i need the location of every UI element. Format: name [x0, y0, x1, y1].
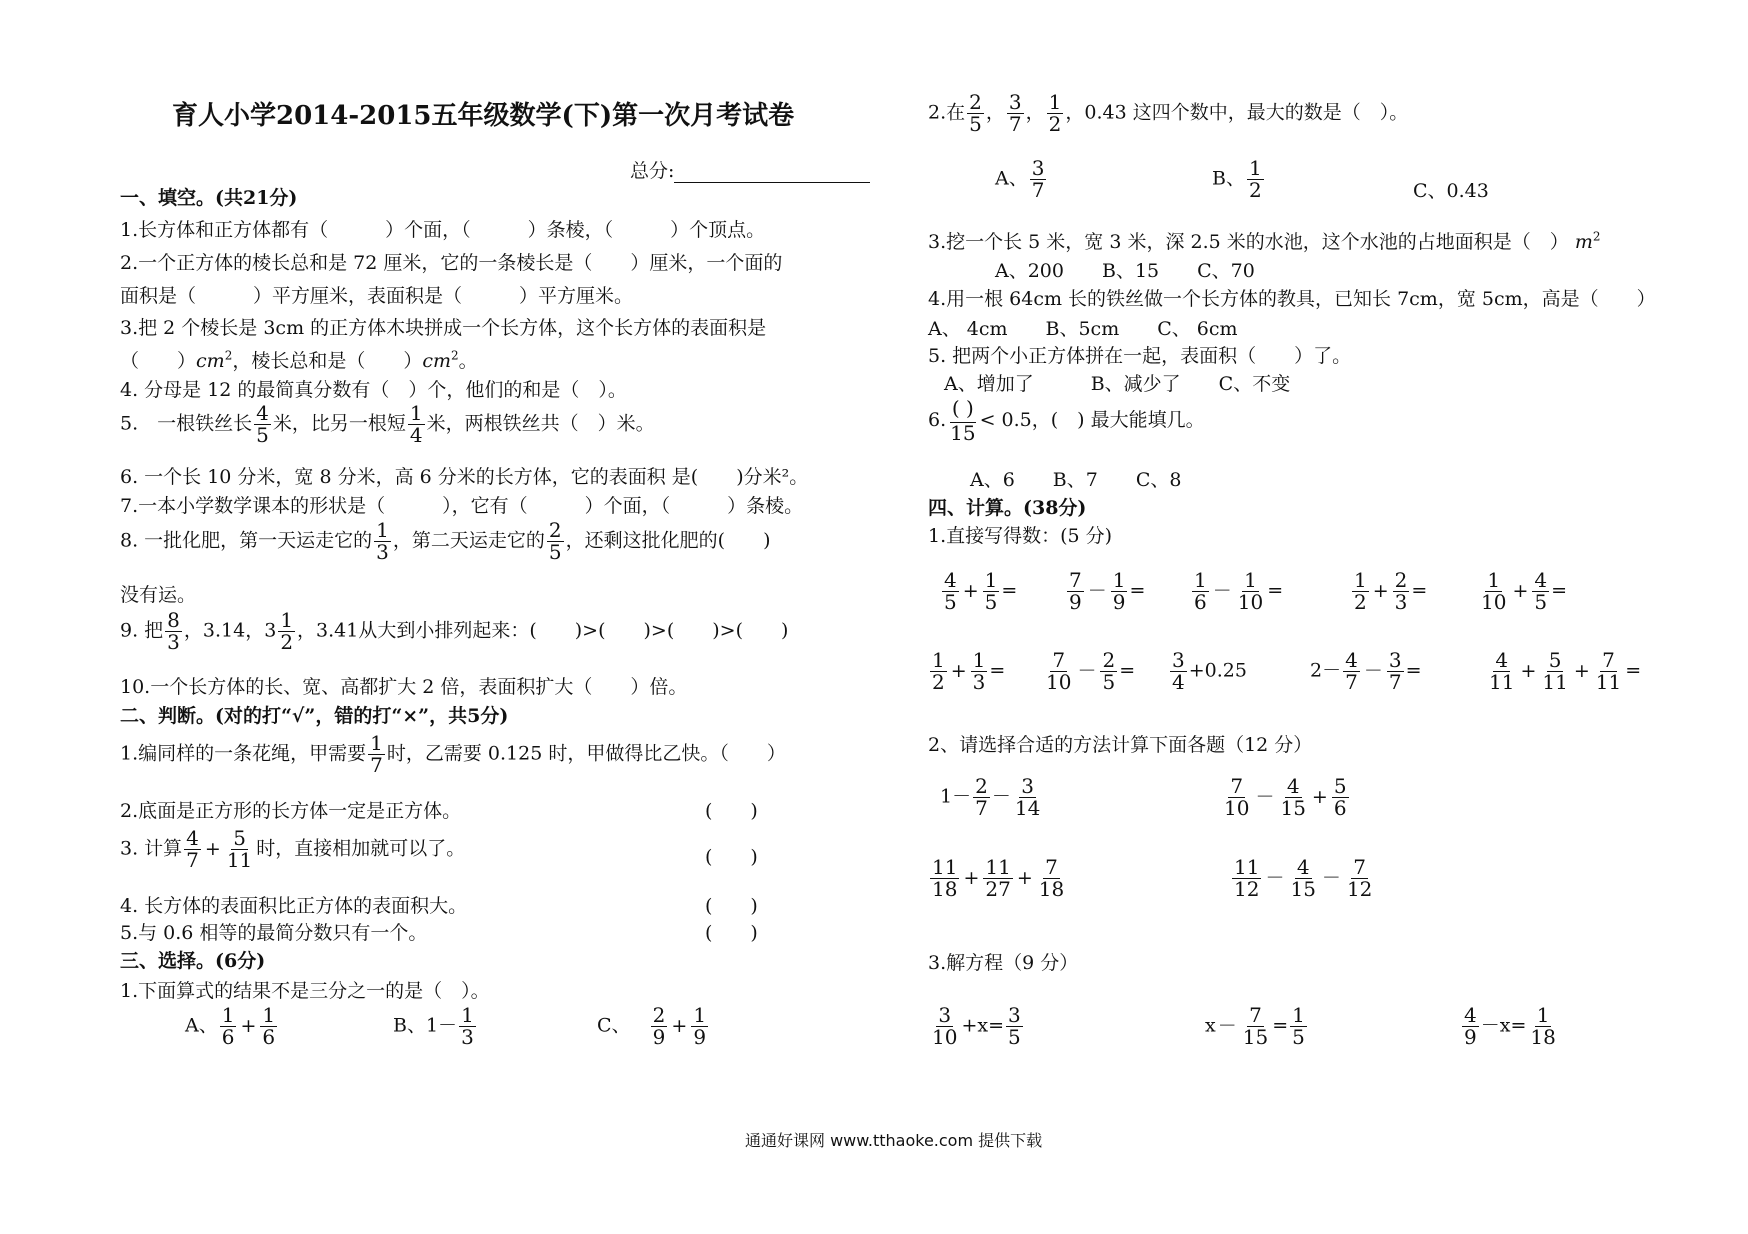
s2-q2: 2.底面是正方形的长方体一定是正方体。 [120, 800, 462, 822]
fraction: $\frac{5}{11}$ [1542, 648, 1568, 694]
fraction: $\frac{2}{7}$ [975, 774, 988, 820]
fraction: $\frac{2}{9}$ [652, 1003, 666, 1049]
s1-q8-part3: ，还剩这批化肥的( ) [565, 529, 771, 552]
plus-sign: + [1512, 579, 1529, 602]
plus-sign: + [1016, 866, 1033, 889]
s2-q1-part1: 1.编同样的一条花绳，甲需要 [120, 742, 367, 765]
minus-sign: － [1217, 1014, 1237, 1037]
s3-q3-unit: m [1574, 231, 1593, 253]
equals-sign: = [1405, 659, 1422, 682]
minus-sign: － [991, 785, 1011, 808]
calc-2-2 [1042, 650, 1135, 693]
s1-q3b: （ ）$cm^2$，棱长总和是（ ）$cm^2$。 [120, 348, 478, 372]
s1-q3b-part3: 。 [458, 350, 478, 372]
s3-q2-option-c: C、0.43 [1413, 180, 1489, 202]
equals-sign: = [1551, 579, 1568, 602]
expr-1 [940, 776, 1044, 819]
s3-q2: 2.在 $\frac{2}{5}$ ， $\frac{3}{7}$ ， $\frac{1}{2}$ ，0.43 这四个数中，最大的数是（ ）。 [928, 90, 1409, 136]
s1-q8 [120, 520, 770, 563]
fraction: $\frac{2}{3}$ [1394, 568, 1408, 614]
s2-q1 [120, 733, 786, 776]
fraction: $\frac{1}{6}$ [1194, 568, 1207, 614]
fraction: $\frac{1}{18}$ [1530, 1003, 1556, 1049]
plus-sign: + [1573, 659, 1590, 682]
fraction: $\frac{5}{11}$ [226, 826, 253, 872]
equation-1 [928, 1005, 1025, 1048]
plus-sign: + [204, 837, 221, 860]
equals-sign: = [1411, 579, 1428, 602]
s3-q1-option-a [185, 1005, 279, 1048]
calc-2-5 [1485, 650, 1641, 693]
fraction: $\frac{1}{6}$ [221, 1003, 235, 1049]
option-label: C、 [597, 1014, 631, 1037]
s1-q3a: 3.把 2 个棱长是 3cm 的正方体木块拼成一个长方体，这个长方体的表面积是 [120, 317, 767, 339]
calc-1-4 [1350, 570, 1427, 613]
s3-q2-option-a [995, 158, 1048, 201]
s3-q6 [928, 398, 1205, 444]
s2-q1-part2: 时，乙需要 0.125 时，甲做得比乙快。（ ） [386, 742, 786, 765]
s4-part3-heading: 3.解方程（9 分） [928, 952, 1079, 974]
equation-3 [1460, 1005, 1560, 1048]
s1-q1: 1.长方体和正方体都有（ ）个面，（ ）条棱，（ ）个顶点。 [120, 219, 766, 241]
calc-1-1 [940, 570, 1017, 613]
s3-q3-options: A、200 B、15 C、70 [995, 260, 1255, 282]
calc-1-2 [1065, 570, 1145, 613]
option-label: A、 [995, 167, 1028, 190]
s2-q3-part2: 时，直接相加就可以了。 [256, 837, 466, 860]
s1-q2a: 2.一个正方体的棱长总和是 72 厘米，它的一条棱长是（ ）厘米，一个面的 [120, 252, 783, 274]
fraction: $\frac{5}{6}$ [1333, 774, 1347, 820]
s1-q8-part2: ，第二天运走它的 [392, 529, 545, 552]
fraction: $\frac{4}{7}$ [1345, 648, 1358, 694]
minus-sign: － [1363, 659, 1383, 682]
s3-q5-options: A、增加了 B、减少了 C、不变 [944, 373, 1291, 395]
fraction: $\frac{1}{2}$ [1354, 568, 1367, 614]
equals-sign: = [1001, 579, 1018, 602]
s2-q3 [120, 828, 465, 871]
equation-3-op: －x= [1480, 1014, 1527, 1037]
s4-part2-heading: 2、请选择合适的方法计算下面各题（12 分） [928, 734, 1313, 756]
plus-sign: + [240, 1014, 257, 1037]
s3-q2-option-b [1212, 158, 1266, 201]
plus-sign: + [1311, 785, 1328, 808]
fraction: $\frac{8}{3}$ [167, 608, 180, 654]
fraction: $\frac{3}{5}$ [1008, 1003, 1021, 1049]
s1-q8-part1: 8. 一批化肥，第一天运走它的 [120, 529, 373, 552]
calc-2-1 [928, 650, 1005, 693]
fraction: $\frac{7}{12}$ [1346, 855, 1373, 901]
expr-2 [1220, 776, 1351, 819]
calc-2-3 [1168, 650, 1247, 693]
plus-sign: + [962, 579, 979, 602]
calc-1-3 [1190, 570, 1283, 613]
fraction: $\frac{4}{5}$ [256, 401, 269, 447]
s1-q7: 7.一本小学数学课本的形状是（ ），它有（ ）个面，（ ）条棱。 [120, 495, 804, 517]
total-score-label: 总分: [630, 160, 675, 182]
expr-3 [928, 857, 1068, 900]
fraction: $\frac{3}{14}$ [1014, 774, 1041, 820]
fraction: $\frac{3}{7}$ [1008, 90, 1022, 136]
fraction: $\frac{4}{7}$ [186, 826, 199, 872]
section-3-heading: 三、选择。(6分) [120, 950, 266, 972]
s1-q3b-part1: （ ） [120, 350, 197, 372]
calc-1-5 [1477, 570, 1567, 613]
equation-1-op: +x= [961, 1014, 1005, 1037]
fraction: $\frac{2}{5}$ [1102, 648, 1116, 694]
fraction: $\frac{7}{11}$ [1595, 648, 1622, 694]
fraction: $\frac{1}{4}$ [409, 401, 423, 447]
fraction: $\frac{1}{3}$ [376, 518, 389, 564]
fraction: $\frac{1}{2}$ [1248, 156, 1262, 202]
s3-q6-part2: < 0.5，( ) 最大能填几。 [979, 409, 1205, 431]
s1-q6: 6. 一个长 10 分米，宽 8 分米，高 6 分米的长方体，它的表面积 是( )分米²。 [120, 466, 809, 488]
section-4-heading: 四、计算。(38分) [928, 497, 1087, 519]
s2-q4-answer: ( ) [705, 895, 758, 917]
fraction: $\frac{1}{9}$ [693, 1003, 707, 1049]
s1-q8b: 没有运。 [120, 584, 197, 606]
s3-q6-options: A、6 B、7 C、8 [970, 469, 1182, 491]
calc-2-3-term: +0.25 [1188, 659, 1247, 682]
total-score-blank [674, 164, 870, 183]
option-label: B、 [1212, 167, 1245, 190]
s1-q3b-part2: ，棱长总和是（ ） [232, 350, 423, 372]
plus-sign: + [671, 1014, 688, 1037]
equals-sign: = [1625, 659, 1642, 682]
equation-2-x: x [1205, 1014, 1216, 1037]
page-title: 育人小学2014-2015五年级数学(下)第一次月考试卷 [172, 101, 795, 131]
option-label: B、1－ [393, 1014, 458, 1037]
s1-q9-part3: ，3.41从大到小排列起来：( )>( )>( )>( ) [297, 619, 789, 642]
fraction: $\frac{1}{10}$ [1237, 568, 1264, 614]
fraction: $\frac{4}{5}$ [944, 568, 957, 614]
fraction: $\frac{11}{27}$ [985, 855, 1011, 901]
fraction: $\frac{3}{7}$ [1031, 156, 1045, 202]
fraction: $\frac{1}{3}$ [972, 648, 986, 694]
fraction: $\frac{2}{5}$ [548, 518, 562, 564]
fraction: $\frac{1}{2}$ [1048, 90, 1062, 136]
s3-q4: 4.用一根 64cm 长的铁丝做一个长方体的教具，已知长 7cm，宽 5cm，高是（ ） [928, 288, 1656, 310]
s3-q3: 3.挖一个长 5 米，宽 3 米，深 2.5 米的水池，这个水池的占地面积是（ ） $m^2$ [928, 229, 1601, 253]
s1-q3b-unit2: cm [422, 350, 452, 372]
section-1-heading: 一、填空。(共21分) [120, 187, 298, 209]
fraction: $\frac{4}{5}$ [1534, 568, 1548, 614]
fraction: $\frac{1}{5}$ [984, 568, 998, 614]
s1-q5-part2: 米，比另一根短 [272, 412, 406, 435]
fraction: $\frac{1}{10}$ [1481, 568, 1507, 614]
expr-1-lead: 1－ [940, 785, 972, 808]
fraction: $\frac{11}{18}$ [932, 855, 958, 901]
s1-q4: 4. 分母是 12 的最简真分数有（ ）个，他们的和是（ ）。 [120, 379, 627, 401]
fraction: $\frac{1}{9}$ [1112, 568, 1126, 614]
fraction: $\frac{1}{2}$ [932, 648, 945, 694]
s3-q5: 5. 把两个小正方体拼在一起，表面积（ ）了。 [928, 345, 1352, 367]
fraction: $\frac{1}{2}$ [280, 608, 294, 654]
fraction: $\frac{3}{7}$ [1388, 648, 1402, 694]
s1-q2b: 面积是（ ）平方厘米，表面积是（ ）平方厘米。 [120, 285, 634, 307]
fraction: $\frac{7}{10}$ [1046, 648, 1072, 694]
minus-sign: － [1265, 866, 1285, 889]
equals-sign: = [989, 659, 1006, 682]
fraction: $\frac{( )}{15}$ [950, 396, 976, 445]
s3-q4-options: A、 4cm B、5cm C、 6cm [928, 318, 1238, 340]
fraction: $\frac{4}{9}$ [1464, 1003, 1477, 1049]
s1-q5-part3: 米，两根铁丝共（ ）米。 [426, 412, 655, 435]
footer-credit: 通通好课网 www.tthaoke.com 提供下载 [745, 1131, 1043, 1150]
fraction: $\frac{1}{6}$ [262, 1003, 276, 1049]
calc-2-4 [1310, 650, 1422, 693]
total-score [630, 156, 870, 183]
minus-sign: － [1077, 659, 1097, 682]
fraction: $\frac{3}{4}$ [1172, 648, 1185, 694]
equals-sign: = [1119, 659, 1136, 682]
s1-q9-part2: ，3.14，3 [183, 619, 277, 642]
fraction: $\frac{4}{11}$ [1489, 648, 1515, 694]
s1-q9-part1: 9. 把 [120, 619, 164, 642]
fraction: $\frac{7}{10}$ [1224, 774, 1250, 820]
s2-q5: 5.与 0.6 相等的最简分数只有一个。 [120, 922, 428, 944]
plus-sign: + [950, 659, 967, 682]
s2-q2-answer: ( ) [705, 800, 758, 822]
equation-2 [1205, 1005, 1309, 1048]
section-2-heading: 二、判断。(对的打“√”，错的打“×”，共5分) [120, 705, 509, 727]
equals-sign: = [1129, 579, 1146, 602]
fraction: $\frac{7}{9}$ [1069, 568, 1082, 614]
s1-q9 [120, 610, 788, 653]
fraction: $\frac{4}{15}$ [1290, 855, 1316, 901]
s3-q1-option-c [597, 1005, 710, 1048]
s2-q3-answer: ( ) [705, 846, 758, 868]
s1-q5 [120, 403, 655, 446]
fraction: $\frac{4}{15}$ [1280, 774, 1306, 820]
expr-4 [1230, 857, 1376, 900]
plus-sign: + [1372, 579, 1389, 602]
s4-part1-heading: 1.直接写得数：(5 分) [928, 525, 1113, 547]
s1-q10: 10.一个长方体的长、宽、高都扩大 2 倍，表面积扩大（ ）倍。 [120, 676, 688, 698]
minus-sign: － [1321, 866, 1341, 889]
minus-sign: － [1212, 579, 1232, 602]
s3-q6-part1: 6. [928, 409, 947, 431]
option-label: A、 [185, 1014, 218, 1037]
fraction: $\frac{7}{18}$ [1038, 855, 1065, 901]
fraction: $\frac{7}{15}$ [1242, 1003, 1269, 1049]
s2-q5-answer: ( ) [705, 922, 758, 944]
plus-sign: + [1520, 659, 1537, 682]
fraction: $\frac{1}{5}$ [1292, 1003, 1305, 1049]
equals-sign: = [1267, 579, 1284, 602]
s2-q3-part1: 3. 计算 [120, 837, 183, 860]
minus-sign: － [1255, 785, 1275, 808]
fraction: $\frac{11}{12}$ [1234, 855, 1260, 901]
fraction: $\frac{1}{3}$ [461, 1003, 474, 1049]
s2-q4: 4. 长方体的表面积比正方体的表面积大。 [120, 895, 468, 917]
calc-2-4-lead: 2－ [1310, 659, 1342, 682]
fraction: $\frac{1}{7}$ [370, 731, 383, 777]
s1-q3b-unit1: cm [196, 350, 225, 372]
plus-sign: + [963, 866, 980, 889]
s3-q3-text: 3.挖一个长 5 米，宽 3 米，深 2.5 米的水池，这个水池的占地面积是（ ） [928, 231, 1569, 253]
s3-q2-part2: ，0.43 这四个数中，最大的数是（ ）。 [1065, 101, 1409, 124]
s3-q1: 1.下面算式的结果不是三分之一的是（ ）。 [120, 980, 490, 1002]
s3-q2-part1: 2.在 [928, 101, 966, 124]
fraction: $\frac{2}{5}$ [969, 90, 982, 136]
fraction: $\frac{3}{10}$ [932, 1003, 958, 1049]
minus-sign: － [1087, 579, 1107, 602]
s1-q5-part1: 5. 一根铁丝长 [120, 412, 253, 435]
s3-q1-option-b [393, 1005, 478, 1048]
equals-sign: = [1272, 1014, 1289, 1037]
